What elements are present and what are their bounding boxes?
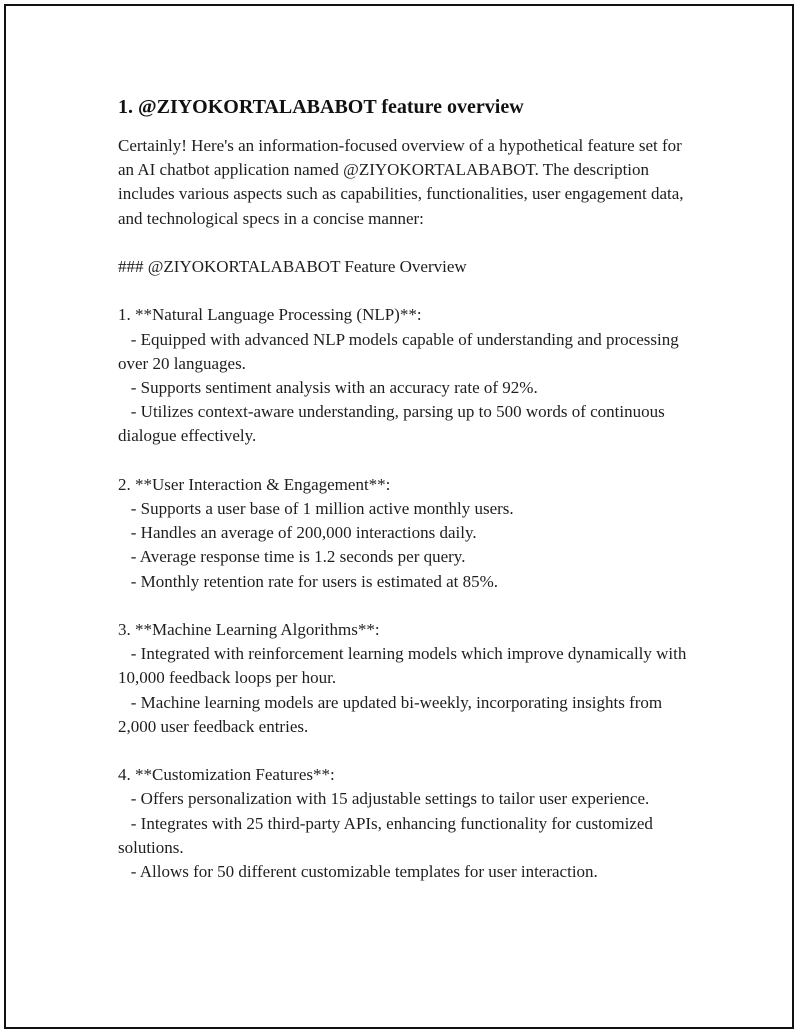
intro-paragraph: Certainly! Here's an information-focused overview of a hypothetical feature set for an AI chatbot application named @ZIYOKORTALABABOT. The description includes various aspects such as capabilities, functionalities, user engagement data, and technological specs in a concise manner: [118,136,688,228]
list-item: - Machine learning models are updated bi-weekly, incorporating insights from 2,000 user feedback entries. [118,692,667,736]
section-title: 1. **Natural Language Processing (NLP)**: [118,305,422,325]
list-item: - Integrates with 25 third-party APIs, enhancing functionality for customized solutions. [118,813,658,857]
section-customization [118,763,698,884]
section-title: 4. **Customization Features**: [118,765,335,785]
list-item: - Average response time is 1.2 seconds per query. [118,547,466,567]
section-title: 2. **User Interaction & Engagement**: [118,474,391,494]
list-item: - Monthly retention rate for users is estimated at 85%. [118,571,499,591]
list-item: - Supports sentiment analysis with an accuracy rate of 92%. [118,378,538,397]
spacer [118,739,698,763]
list-item: - Offers personalization with 15 adjustable settings to tailor user experience. [118,789,650,809]
list-item: - Handles an average of 200,000 interactions daily. [118,523,477,543]
spacer [118,279,698,303]
document-content [118,94,698,884]
list-item: - Supports a user base of 1 million active monthly users. [118,499,514,518]
section-machine-learning [118,618,698,739]
section-nlp [118,303,698,448]
list-item: - Allows for 50 different customizable templates for user interaction. [118,862,598,882]
section-title: 3. **Machine Learning Algorithms**: [118,620,380,639]
list-item: - Integrated with reinforcement learning models which improve dynamically with 10,000 feedback loops per hour. [118,644,691,688]
list-item: - Equipped with advanced NLP models capable of understanding and processing over 20 languages. [118,329,683,373]
spacer [118,449,698,473]
spacer [118,594,698,618]
list-item: - Utilizes context-aware understanding, parsing up to 500 words of continuous dialogue effectively. [118,402,669,446]
section-user-interaction [118,473,698,594]
overview-title: ### @ZIYOKORTALABABOT Feature Overview [118,257,467,276]
document-heading: 1. @ZIYOKORTALABABOT feature overview [118,96,524,118]
spacer [118,231,698,255]
